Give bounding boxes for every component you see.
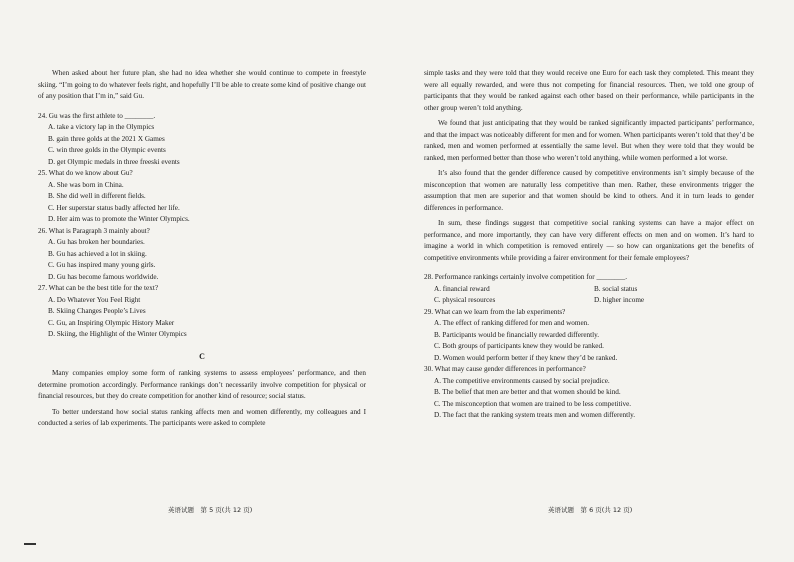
question-29-stem: 29. What can we learn from the lab experiments?: [424, 307, 566, 316]
question-27-stem: 27. What can be the best title for the text?: [38, 284, 159, 292]
question-30-option-d: D. The fact that the ranking system treats men and women differently.: [434, 411, 636, 419]
question-26-stem: 26. What is Paragraph 3 mainly about?: [38, 226, 150, 235]
question-28-options-row-2: [424, 295, 754, 307]
passage-c-paragraph-3: We found that just anticipating that they would be ranked significantly impacted participants’ performance, and that the impact was noticeably different for men and for women. When participants weren’t told that they’d be ranked, men and women performed at essentially the same level. But when they were told that they would be ranked, men performed better than those who weren’t told anything, while women performed a lot worse.: [424, 119, 754, 162]
question-26-option-a: A. Gu has broken her boundaries.: [48, 238, 145, 246]
question-30-option-a: A. The competitive environments caused by social prejudice.: [434, 376, 610, 385]
question-30-option-c: C. The misconception that women are trained to be less competitive.: [434, 399, 632, 408]
question-24-stem: 24. Gu was the first athlete to ________.: [38, 111, 156, 120]
question-25-option-c: C. Her superstar status badly affected her life.: [48, 203, 180, 212]
passage-c-paragraph-2: To better understand how social status ranking affects men and women differently, my colleagues and I conducted a series of lab experiments. The participants were asked to complete: [38, 407, 366, 427]
question-28-option-a: A. financial reward: [434, 284, 490, 293]
question-27-option-b: B. Skiing Changes People’s Lives: [48, 307, 146, 315]
question-25-option-d: D. Her aim was to promote the Winter Olympics.: [48, 215, 190, 223]
question-27-option-a: A. Do Whatever You Feel Right: [48, 295, 141, 304]
question-25-stem: 25. What do we know about Gu?: [38, 169, 133, 177]
question-28-option-d: D. higher income: [594, 296, 645, 304]
passage-c-paragraph-5: In sum, these findings suggest that competitive social ranking systems can have a major effect on performance, and more importantly, they can have very different effects on men and on women. It’s hard to imagine a world in which competition is removed entirely — so how can organizations get the benefits of competitive environments while providing a fairer environment for their female employees?: [424, 219, 754, 262]
question-28-stem: 28. Performance rankings certainly involve competition for ________.: [424, 273, 627, 281]
question-26-option-b: B. Gu has achieved a lot in skiing.: [48, 249, 147, 258]
question-29-option-b: B. Participants would be financially rewarded differently.: [434, 330, 600, 339]
passage-c-paragraph-1: Many companies employ some form of ranking systems to assess employees’ performance, and then determine promotion accordingly. Performance rankings don’t necessarily involve competition for physical or financial resources, but they do create competition for another kind of resource; social status.: [38, 369, 366, 400]
passage-c-paragraph-4: It’s also found that the gender difference caused by competitive environments isn’t simply because of the misconception that women are naturally less competitive than men. Rather, these environments trigger the assumption that men are superior and that women should be kind to others. And it in turn leads to gender differences in performance.: [424, 169, 754, 212]
passage-intro: When asked about her future plan, she had no idea whether she would continue to compete in freestyle skiing. “I’m going to do whatever feels right, and hopefully I’ll be able to create some kind of positive change out of any position that I’m in,” said Gu.: [38, 69, 366, 100]
left-page-footer: 英语试题 第 5 页(共 12 页): [168, 506, 253, 514]
question-24-option-a: A. take a victory lap in the Olympics: [48, 123, 155, 131]
question-30-stem: 30. What may cause gender differences in performance?: [424, 365, 586, 373]
section-heading-c: C: [199, 351, 205, 361]
question-28-option-c: C. physical resources: [434, 296, 496, 304]
left-page-column: [38, 68, 366, 430]
question-24-option-d: D. get Olympic medals in three freeski events: [48, 157, 180, 166]
question-26-option-c: C. Gu has inspired many young girls.: [48, 261, 156, 269]
question-27-option-c: C. Gu, an Inspiring Olympic History Maker: [48, 318, 175, 327]
question-25-option-a: A. She was born in China.: [48, 180, 124, 189]
question-29-option-c: C. Both groups of participants knew they would be ranked.: [434, 342, 604, 350]
passage-c-continued: simple tasks and they were told that they would receive one Euro for each task they completed. This meant they were all equally rewarded, and were thus not competing for financial resources. Then, we told one group of participants that they would be ranked against each other based on their performance, while participants in the other group weren’t told anything.: [424, 69, 754, 112]
question-28-option-b: B. social status: [594, 284, 638, 293]
question-29-option-d: D. Women would perform better if they knew they’d be ranked.: [434, 353, 618, 362]
question-27-option-d: D. Skiing, the Highlight of the Winter Olympics: [48, 330, 187, 338]
question-24-option-b: B. gain three golds at the 2021 X Games: [48, 134, 165, 143]
question-25-option-b: B. She did well in different fields.: [48, 192, 146, 200]
right-page-footer: 英语试题 第 6 页(共 12 页): [548, 506, 633, 514]
question-30-option-b: B. The belief that men are better and that women should be kind.: [434, 388, 621, 396]
right-page-column: [424, 68, 754, 422]
question-24-option-c: C. win three golds in the Olympic events: [48, 146, 166, 154]
question-28-options-row-1: [424, 284, 754, 296]
corner-dash-mark: [24, 543, 36, 545]
question-26-option-d: D. Gu has become famous worldwide.: [48, 272, 159, 281]
question-29-option-a: A. The effect of ranking differed for men and women.: [434, 319, 590, 327]
